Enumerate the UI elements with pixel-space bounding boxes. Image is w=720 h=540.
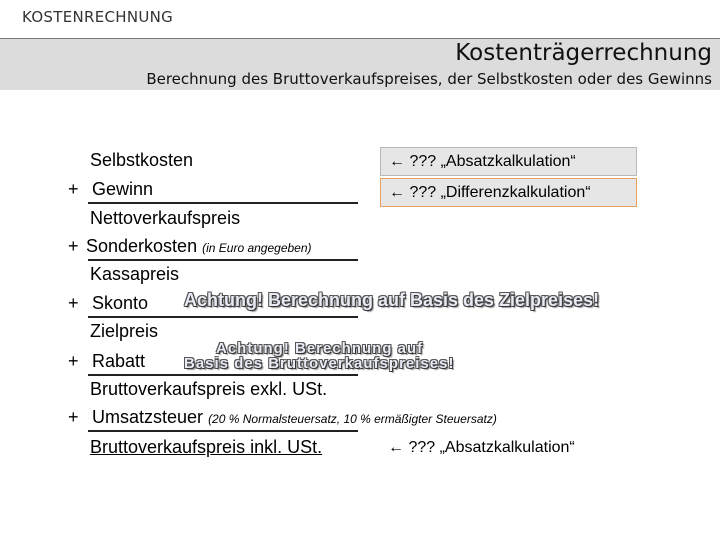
callout-absatzkalkulation-bottom: ← ??? „Absatzkalkulation“ (388, 439, 575, 456)
sonderkosten-note: (in Euro angegeben) (202, 241, 312, 255)
row-gewinn: Gewinn (92, 179, 154, 199)
callout-differenzkalkulation: ← ??? „Differenzkalkulation“ (380, 178, 637, 207)
plus-sign-skonto: + (68, 293, 79, 313)
row-nettoverkaufspreis: Nettoverkaufspreis (90, 208, 241, 228)
sum-line-4 (88, 374, 358, 376)
umsatzsteuer-note: (20 % Normalsteuersatz, 10 % ermäßigter Steuersatz) (208, 412, 497, 426)
row-zielpreis: Zielpreis (90, 321, 159, 341)
row-selbstkosten: Selbstkosten (90, 150, 194, 170)
sum-line-2 (88, 259, 358, 261)
row-brutto-inkl: Bruttoverkaufspreis inkl. USt. (90, 437, 323, 457)
sonderkosten-label: Sonderkosten (86, 236, 198, 256)
sum-line-3 (88, 316, 358, 318)
row-umsatzsteuer (92, 406, 497, 430)
plus-sign-sonderkosten: + (68, 236, 79, 256)
sum-line-5 (88, 430, 358, 432)
row-brutto-exkl: Bruttoverkaufspreis exkl. USt. (90, 379, 328, 399)
section-label: KOSTENRECHNUNG (22, 8, 174, 26)
row-kassapreis: Kassapreis (90, 264, 180, 284)
page-title: Kostenträgerrechnung (455, 40, 712, 66)
plus-sign-gewinn: + (68, 179, 79, 199)
plus-sign-umsatzsteuer: + (68, 407, 79, 427)
sum-line-1 (88, 202, 358, 204)
warning-rabatt-line-1: Achtung! Berechnung auf (216, 340, 424, 357)
row-skonto: Skonto (92, 293, 149, 313)
callout-absatzkalkulation-top: ← ??? „Absatzkalkulation“ (380, 147, 637, 176)
warning-rabatt-line-2: Basis des Bruttoverkaufspreises! (184, 355, 455, 372)
page-subtitle: Berechnung des Bruttoverkaufspreises, der Selbstkosten oder des Gewinns (146, 70, 712, 88)
umsatzsteuer-label: Umsatzsteuer (92, 407, 204, 427)
row-rabatt: Rabatt (92, 351, 146, 371)
warning-skonto: Achtung! Berechnung auf Basis des Zielpreises! (184, 290, 600, 310)
row-sonderkosten (86, 235, 312, 259)
plus-sign-rabatt: + (68, 351, 79, 371)
